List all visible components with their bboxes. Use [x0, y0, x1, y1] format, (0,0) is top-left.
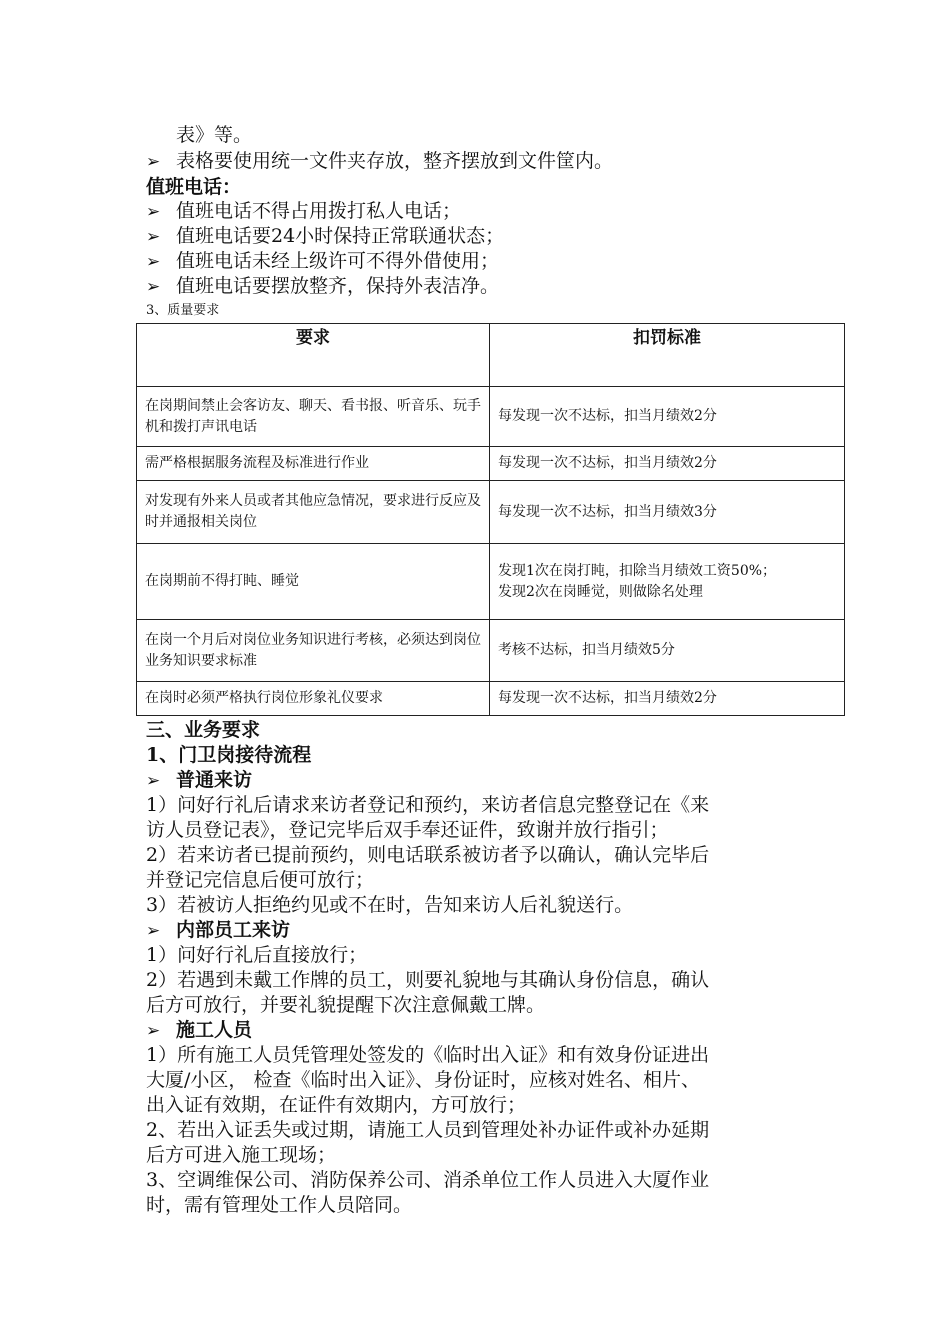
requirement-cell: 需严格根据服务流程及标准进行作业	[137, 447, 490, 481]
body-line: 大厦/小区， 检查《临时出入证》、身份证时，应核对姓名、相片、	[146, 1069, 700, 1091]
body-line: 并登记完信息后便可放行；	[146, 869, 375, 891]
requirement-cell: 在岗期前不得打盹、睡觉	[137, 544, 490, 620]
penalty-cell: 考核不达标，扣当月绩效5分	[490, 620, 845, 682]
arrow-bullet-icon: ➢	[146, 921, 161, 941]
arrow-bullet-icon: ➢	[146, 277, 161, 297]
duty-phone-item-text: 值班电话要摆放整齐，保持外表洁净。	[176, 275, 500, 297]
penalty-line: 发现1次在岗打盹，扣除当月绩效工资50%；	[498, 562, 777, 579]
table-header-row	[137, 324, 845, 387]
continuation-text: 表》等。	[176, 124, 253, 146]
subsection-heading: 1、门卫岗接待流程	[146, 744, 312, 766]
duty-phone-item-text: 值班电话不得占用拨打私人电话；	[176, 200, 462, 222]
duty-phone-item	[146, 224, 504, 249]
body-line: 1）问好行礼后直接放行；	[146, 944, 368, 966]
body-line: 3）若被访人拒绝约见或不在时，告知来访人后礼貌送行。	[146, 894, 634, 916]
construction-title-text: 施工人员	[176, 1019, 253, 1041]
requirement-cell: 对发现有外来人员或者其他应急情况，要求进行反应及时并通报相关岗位	[137, 481, 490, 544]
table-row	[137, 682, 845, 716]
body-line: 时，需有管理处工作人员陪同。	[146, 1194, 413, 1216]
table-row	[137, 447, 845, 481]
body-line: 出入证有效期，在证件有效期内，方可放行；	[146, 1094, 527, 1116]
requirement-cell: 在岗期间禁止会客访友、聊天、看书报、听音乐、玩手机和拨打声讯电话	[137, 387, 490, 447]
duty-phone-item	[146, 199, 461, 224]
duty-phone-item-text: 值班电话要24小时保持正常联通状态；	[176, 225, 505, 247]
body-line: 1）问好行礼后请求来访者登记和预约，来访者信息完整登记在《来	[146, 794, 710, 816]
penalty-cell: 每发现一次不达标，扣当月绩效2分	[490, 682, 845, 716]
body-line: 后方可放行，并要礼貌提醒下次注意佩戴工牌。	[146, 994, 546, 1016]
arrow-bullet-icon: ➢	[146, 771, 161, 791]
duty-phone-item	[146, 249, 499, 274]
header-requirement: 要求	[137, 324, 490, 387]
body-line: 3、空调维保公司、消防保养公司、消杀单位工作人员进入大厦作业	[146, 1169, 710, 1191]
requirement-cell: 在岗一个月后对岗位业务知识进行考核，必须达到岗位业务知识要求标准	[137, 620, 490, 682]
bullet-folder-text: 表格要使用统一文件夹存放，整齐摆放到文件筐内。	[176, 150, 614, 172]
requirement-cell: 在岗时必须严格执行岗位形象礼仪要求	[137, 682, 490, 716]
body-line: 访人员登记表》，登记完毕后双手奉还证件，致谢并放行指引；	[146, 819, 669, 841]
table-row	[137, 620, 845, 682]
duty-phone-item-text: 值班电话未经上级许可不得外借使用；	[176, 250, 500, 272]
body-line: 2、若出入证丢失或过期，请施工人员到管理处补办证件或补办延期	[146, 1119, 710, 1141]
penalty-cell	[490, 544, 845, 620]
arrow-bullet-icon: ➢	[146, 252, 161, 272]
penalty-cell: 每发现一次不达标，扣当月绩效2分	[490, 447, 845, 481]
arrow-bullet-icon: ➢	[146, 202, 161, 222]
table-row	[137, 387, 845, 447]
section-heading: 三、业务要求	[146, 719, 261, 741]
arrow-bullet-icon: ➢	[146, 227, 161, 247]
table-row	[137, 481, 845, 544]
arrow-bullet-icon: ➢	[146, 1021, 161, 1041]
header-penalty: 扣罚标准	[490, 324, 845, 387]
body-line: 2）若遇到未戴工作牌的员工，则要礼貌地与其确认身份信息，确认	[146, 969, 710, 991]
ordinary-visit-title-text: 普通来访	[176, 769, 253, 791]
body-line: 后方可进入施工现场；	[146, 1144, 337, 1166]
duty-phone-heading: 值班电话：	[146, 176, 242, 198]
quality-table	[136, 323, 845, 716]
internal-staff-title	[146, 918, 290, 943]
table-row	[137, 544, 845, 620]
quality-caption: 3、质量要求	[146, 303, 220, 318]
body-line: 2）若来访者已提前预约，则电话联系被访者予以确认，确认完毕后	[146, 844, 710, 866]
construction-title	[146, 1018, 252, 1043]
penalty-line: 发现2次在岗睡觉，则做除名处理	[498, 583, 703, 600]
bullet-folder	[146, 149, 613, 174]
internal-staff-title-text: 内部员工来访	[176, 919, 291, 941]
duty-phone-item	[146, 274, 499, 299]
ordinary-visit-title	[146, 768, 252, 793]
body-line: 1）所有施工人员凭管理处签发的《临时出入证》和有效身份证进出	[146, 1044, 710, 1066]
arrow-bullet-icon: ➢	[146, 152, 161, 172]
penalty-cell: 每发现一次不达标，扣当月绩效2分	[490, 387, 845, 447]
penalty-cell: 每发现一次不达标，扣当月绩效3分	[490, 481, 845, 544]
